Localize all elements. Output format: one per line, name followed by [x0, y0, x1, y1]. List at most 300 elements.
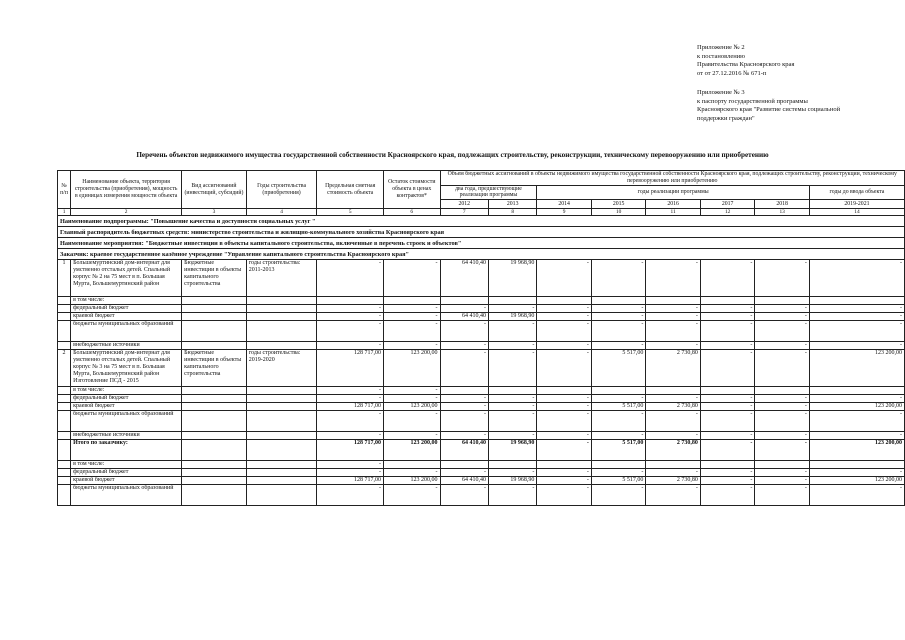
header-volume: Объем бюджетных ассигнований в объекты недвижимого имущества государственной собственности Красноярского края, подлежащих строительству, реконструкции, техническому перевооружению или приобретению [440, 171, 904, 186]
header-year: 2015 [591, 200, 646, 209]
value-2014: - [537, 477, 592, 485]
header-program-years: годы реализации программы [537, 185, 810, 200]
value-2019: - [809, 305, 904, 313]
value-2017: - [700, 485, 755, 506]
column-number: 10 [591, 209, 646, 216]
header-cost: Предельная сметная стоимость объекта [317, 171, 384, 209]
object-name: Большемуртинский дом-интернат для умственно отсталых детей. Спальный корпус № 3 на 75 мест в п. Большая Мурта, Большемуртинский район Изготовление ПСД - 2015 [71, 350, 182, 387]
row-number [58, 305, 71, 313]
value-2017: - [700, 321, 755, 342]
object-name: краевой бюджет [71, 403, 182, 411]
header-year: 2017 [700, 200, 755, 209]
row-number [58, 411, 71, 432]
value-2015: - [591, 313, 646, 321]
header-year: 2012 [440, 200, 488, 209]
section-row [58, 227, 905, 238]
row-number [58, 485, 71, 506]
row-number [58, 297, 71, 305]
column-number: 12 [700, 209, 755, 216]
table-row [58, 461, 905, 469]
value-2014: - [537, 432, 592, 440]
value-2012: - [440, 411, 488, 432]
construction-years [246, 411, 317, 432]
value-2012: - [440, 485, 488, 506]
construction-years [246, 342, 317, 350]
header-prior-years: два года, предшествующие реализации программы [440, 185, 537, 200]
allocation-type: Бюджетные инвестиции в объекты капитального строительства [182, 350, 247, 387]
value-2014 [537, 387, 592, 395]
column-numbers-row [58, 209, 905, 216]
row-number [58, 387, 71, 395]
value-2018 [755, 387, 810, 395]
value-2017 [700, 461, 755, 469]
allocation-type [182, 321, 247, 342]
value-2018 [755, 461, 810, 469]
object-name: бюджеты муниципальных образований [71, 321, 182, 342]
value-2012: - [440, 342, 488, 350]
document-title: Перечень объектов недвижимого имущества государственной собственности Красноярского края, подлежащих строительству, реконструкции, техническому перевооружению или приобретению [136, 151, 769, 159]
value-2016: - [646, 321, 701, 342]
cost-cell: 128 717,00 [317, 477, 384, 485]
value-2018: - [755, 321, 810, 342]
value-2013: - [488, 485, 536, 506]
remaining-cell [384, 297, 441, 305]
column-number: 8 [488, 209, 536, 216]
value-2016: - [646, 260, 701, 297]
allocation-type [182, 485, 247, 506]
value-2012 [440, 461, 488, 469]
value-2014 [537, 297, 592, 305]
allocation-type [182, 440, 247, 461]
allocation-type [182, 387, 247, 395]
value-2014: - [537, 411, 592, 432]
value-2019: - [809, 395, 904, 403]
value-2015 [591, 461, 646, 469]
value-2017 [700, 297, 755, 305]
value-2019: 123 200,00 [809, 477, 904, 485]
cost-cell: - [317, 411, 384, 432]
object-name: краевой бюджет [71, 477, 182, 485]
value-2019: - [809, 485, 904, 506]
value-2015: 5 517,00 [591, 403, 646, 411]
row-number [58, 440, 71, 461]
value-2014: - [537, 342, 592, 350]
cost-cell: - [317, 305, 384, 313]
value-2018: - [755, 313, 810, 321]
table-row [58, 297, 905, 305]
value-2016: - [646, 395, 701, 403]
value-2012: 64 410,40 [440, 440, 488, 461]
allocation-type [182, 305, 247, 313]
value-2012 [440, 387, 488, 395]
value-2017: - [700, 260, 755, 297]
construction-years [246, 432, 317, 440]
value-2013: - [488, 469, 536, 477]
value-2013: - [488, 305, 536, 313]
remaining-cell: - [384, 313, 441, 321]
header-remaining: Остаток стоимости объекта в ценах контрактов* [384, 171, 441, 209]
section-row [58, 216, 905, 227]
construction-years [246, 469, 317, 477]
value-2016 [646, 387, 701, 395]
value-2015: - [591, 260, 646, 297]
object-name: в том числе: [71, 297, 182, 305]
remaining-cell: 123 200,00 [384, 403, 441, 411]
value-2014: - [537, 485, 592, 506]
table-row [58, 305, 905, 313]
value-2016: 2 730,80 [646, 477, 701, 485]
value-2013 [488, 461, 536, 469]
allocation-type [182, 411, 247, 432]
value-2018: - [755, 403, 810, 411]
table-row [58, 260, 905, 297]
manager-label: Главный распорядитель бюджетных средств: министерство строительства и жилищно-коммунального хозяйства Красноярского края [58, 227, 905, 238]
value-2016: 2 730,80 [646, 350, 701, 387]
value-2019: - [809, 342, 904, 350]
header-year: 2019-2021 [809, 200, 904, 209]
column-number: 7 [440, 209, 488, 216]
row-number [58, 395, 71, 403]
construction-years [246, 305, 317, 313]
value-2016: - [646, 432, 701, 440]
cost-cell: - [317, 260, 384, 297]
value-2015 [591, 387, 646, 395]
construction-years [246, 313, 317, 321]
value-2018: - [755, 432, 810, 440]
value-2015: - [591, 305, 646, 313]
table-row [58, 395, 905, 403]
value-2018: - [755, 477, 810, 485]
table-row [58, 477, 905, 485]
table-row [58, 342, 905, 350]
value-2019 [809, 461, 904, 469]
value-2014: - [537, 305, 592, 313]
remaining-cell: - [384, 260, 441, 297]
value-2013: 19 968,90 [488, 477, 536, 485]
value-2015: - [591, 411, 646, 432]
value-2016: - [646, 342, 701, 350]
value-2017 [700, 387, 755, 395]
header-years: Годы строительства (приобретения) [246, 171, 317, 209]
construction-years [246, 477, 317, 485]
allocation-type [182, 297, 247, 305]
construction-years [246, 485, 317, 506]
value-2014: - [537, 350, 592, 387]
object-name: федеральный бюджет [71, 305, 182, 313]
value-2015: - [591, 395, 646, 403]
value-2018: - [755, 395, 810, 403]
value-2014: - [537, 321, 592, 342]
object-name: внебюджетные источники [71, 342, 182, 350]
construction-years [246, 297, 317, 305]
cost-cell: - [317, 342, 384, 350]
row-number [58, 469, 71, 477]
value-2012: - [440, 305, 488, 313]
row-number: 1 [58, 260, 71, 297]
value-2013: 19 968,90 [488, 440, 536, 461]
cost-cell: - [317, 469, 384, 477]
header-year: 2016 [646, 200, 701, 209]
object-name: в том числе: [71, 461, 182, 469]
header-alloc-type: Вид ассигнований (инвестиций, субсидий) [182, 171, 247, 209]
allocation-type: Бюджетные инвестиции в объекты капитального строительства [182, 260, 247, 297]
value-2017: - [700, 403, 755, 411]
row-number [58, 461, 71, 469]
value-2012: - [440, 350, 488, 387]
value-2014: - [537, 469, 592, 477]
remaining-cell: 123 200,00 [384, 477, 441, 485]
remaining-cell: - [384, 342, 441, 350]
value-2019 [809, 297, 904, 305]
value-2019: - [809, 469, 904, 477]
object-name: внебюджетные источники [71, 432, 182, 440]
object-name: в том числе: [71, 387, 182, 395]
object-name: Большемуртинский дом-интернат для умственно отсталых детей. Спальный корпус № 2 на 75 мест в п. Большая Мурта, Большемуртинский район [71, 260, 182, 297]
remaining-cell: - [384, 485, 441, 506]
construction-years: годы строительства: 2019-2020 [246, 350, 317, 387]
value-2017: - [700, 395, 755, 403]
allocation-type [182, 477, 247, 485]
value-2018: - [755, 440, 810, 461]
object-name: федеральный бюджет [71, 395, 182, 403]
column-number: 2 [71, 209, 182, 216]
value-2018: - [755, 469, 810, 477]
column-number: 3 [182, 209, 247, 216]
section-row [58, 249, 905, 260]
cost-cell: - [317, 313, 384, 321]
value-2016: - [646, 485, 701, 506]
row-number [58, 342, 71, 350]
table-row [58, 350, 905, 387]
value-2019: - [809, 432, 904, 440]
value-2013: - [488, 321, 536, 342]
cost-cell: - [317, 485, 384, 506]
value-2016 [646, 461, 701, 469]
column-number: 6 [384, 209, 441, 216]
value-2012: 64 410,40 [440, 260, 488, 297]
value-2016: - [646, 305, 701, 313]
value-2013 [488, 297, 536, 305]
allocation-type [182, 342, 247, 350]
remaining-cell: - [384, 305, 441, 313]
value-2019 [809, 387, 904, 395]
cost-cell [317, 297, 384, 305]
allocation-type [182, 469, 247, 477]
attachment-line: к постановлению [697, 52, 746, 60]
table-row [58, 485, 905, 506]
value-2014: - [537, 440, 592, 461]
value-2014 [537, 461, 592, 469]
value-2014: - [537, 260, 592, 297]
row-number [58, 321, 71, 342]
row-number [58, 432, 71, 440]
value-2012: 64 410,40 [440, 313, 488, 321]
cost-cell: 128 717,00 [317, 350, 384, 387]
construction-years [246, 387, 317, 395]
allocation-type [182, 395, 247, 403]
row-number: 2 [58, 350, 71, 387]
value-2017: - [700, 342, 755, 350]
header-year: 2014 [537, 200, 592, 209]
attachment-note-1 [697, 44, 794, 78]
cost-cell: - [317, 387, 384, 395]
measure-label: Наименование мероприятия: "Бюджетные инвестиции в объекты капитального строительства, включенные в перечень строек и объектов" [58, 238, 905, 249]
object-name: федеральный бюджет [71, 469, 182, 477]
cost-cell: - [317, 395, 384, 403]
header-row [58, 171, 905, 186]
value-2019: - [809, 321, 904, 342]
remaining-cell: 123 200,00 [384, 350, 441, 387]
value-2014: - [537, 403, 592, 411]
value-2017: - [700, 469, 755, 477]
column-number: 13 [755, 209, 810, 216]
header-until-commission: годы до ввода объекта [809, 185, 904, 200]
objects-table [57, 170, 905, 506]
column-number: 1 [58, 209, 71, 216]
value-2018: - [755, 485, 810, 506]
construction-years [246, 403, 317, 411]
value-2013: - [488, 342, 536, 350]
column-number: 5 [317, 209, 384, 216]
table-row [58, 469, 905, 477]
value-2019: - [809, 260, 904, 297]
attachment-note-2 [697, 89, 840, 123]
attachment-line: Приложение № 2 [697, 44, 745, 51]
value-2017: - [700, 313, 755, 321]
allocation-type [182, 403, 247, 411]
cost-cell: 128 717,00 [317, 403, 384, 411]
value-2015: - [591, 469, 646, 477]
allocation-type [182, 432, 247, 440]
value-2018: - [755, 350, 810, 387]
column-number: 9 [537, 209, 592, 216]
table-row [58, 432, 905, 440]
value-2016: - [646, 411, 701, 432]
value-2016: 2 730,80 [646, 403, 701, 411]
value-2015: 5 517,00 [591, 350, 646, 387]
value-2016: - [646, 469, 701, 477]
value-2016 [646, 297, 701, 305]
total-row [58, 440, 905, 461]
value-2018: - [755, 342, 810, 350]
value-2014: - [537, 395, 592, 403]
table-row [58, 313, 905, 321]
value-2017: - [700, 477, 755, 485]
object-name: бюджеты муниципальных образований [71, 485, 182, 506]
value-2015 [591, 297, 646, 305]
value-2015: 5 517,00 [591, 477, 646, 485]
remaining-cell: - [384, 321, 441, 342]
value-2015: - [591, 432, 646, 440]
value-2017: - [700, 411, 755, 432]
column-number: 11 [646, 209, 701, 216]
table-row [58, 403, 905, 411]
cost-cell: - [317, 432, 384, 440]
table-row [58, 387, 905, 395]
column-number: 14 [809, 209, 904, 216]
value-2012 [440, 297, 488, 305]
value-2016: - [646, 313, 701, 321]
value-2012: - [440, 469, 488, 477]
remaining-cell: 123 200,00 [384, 440, 441, 461]
remaining-cell: - [384, 469, 441, 477]
subprogram-label: Наименование подпрограммы: "Повышение качества и доступности социальных услуг " [58, 216, 905, 227]
value-2017: - [700, 305, 755, 313]
section-row [58, 238, 905, 249]
value-2013 [488, 387, 536, 395]
remaining-cell: - [384, 411, 441, 432]
value-2013: - [488, 403, 536, 411]
value-2013: - [488, 395, 536, 403]
header-year: 2013 [488, 200, 536, 209]
value-2013: - [488, 411, 536, 432]
object-name: Итого по заказчику: [71, 440, 182, 461]
value-2015: - [591, 321, 646, 342]
customer-label: Заказчик: краевое государственное казённое учреждение "Управление капитального строительства Красноярского края" [58, 249, 905, 260]
table-row [58, 411, 905, 432]
value-2018: - [755, 305, 810, 313]
construction-years [246, 321, 317, 342]
value-2019: 123 200,00 [809, 403, 904, 411]
value-2017: - [700, 440, 755, 461]
value-2018 [755, 297, 810, 305]
column-number: 4 [246, 209, 317, 216]
attachment-line: к паспорту государственной программы [697, 97, 808, 105]
attachment-line: Правительства Красноярского края [697, 61, 795, 68]
construction-years [246, 461, 317, 469]
value-2018: - [755, 411, 810, 432]
value-2019: 123 200,00 [809, 440, 904, 461]
value-2013: - [488, 432, 536, 440]
object-name: краевой бюджет [71, 313, 182, 321]
header-name: Наименование объекта, территория строительства (приобретения), мощность в единицах измерения мощности объекта [71, 171, 182, 209]
value-2019: 123 200,00 [809, 350, 904, 387]
cost-cell: 128 717,00 [317, 440, 384, 461]
value-2012: - [440, 403, 488, 411]
object-name: бюджеты муниципальных образований [71, 411, 182, 432]
allocation-type [182, 313, 247, 321]
table-row [58, 321, 905, 342]
attachment-line: Приложение № 3 [697, 89, 745, 96]
attachment-line: поддержки граждан" [697, 114, 755, 122]
allocation-type [182, 461, 247, 469]
row-number [58, 313, 71, 321]
value-2017: - [700, 350, 755, 387]
construction-years: годы строительства: 2011-2013 [246, 260, 317, 297]
row-number [58, 403, 71, 411]
cost-cell: - [317, 321, 384, 342]
value-2012: - [440, 321, 488, 342]
value-2016: 2 730,80 [646, 440, 701, 461]
remaining-cell [384, 461, 441, 469]
header-num: № п/п [58, 171, 71, 209]
value-2013: 19 968,90 [488, 260, 536, 297]
value-2012: - [440, 432, 488, 440]
value-2015: 5 517,00 [591, 440, 646, 461]
remaining-cell: - [384, 395, 441, 403]
header-year: 2018 [755, 200, 810, 209]
remaining-cell: - [384, 432, 441, 440]
attachment-line: Красноярского края "Развитие системы социальной [697, 106, 841, 113]
value-2014: - [537, 313, 592, 321]
value-2013: - [488, 350, 536, 387]
value-2018: - [755, 260, 810, 297]
construction-years [246, 395, 317, 403]
value-2019: - [809, 313, 904, 321]
value-2015: - [591, 485, 646, 506]
value-2012: 64 410,40 [440, 477, 488, 485]
attachment-line: от от 27.12.2016 № 671-п [697, 69, 767, 77]
